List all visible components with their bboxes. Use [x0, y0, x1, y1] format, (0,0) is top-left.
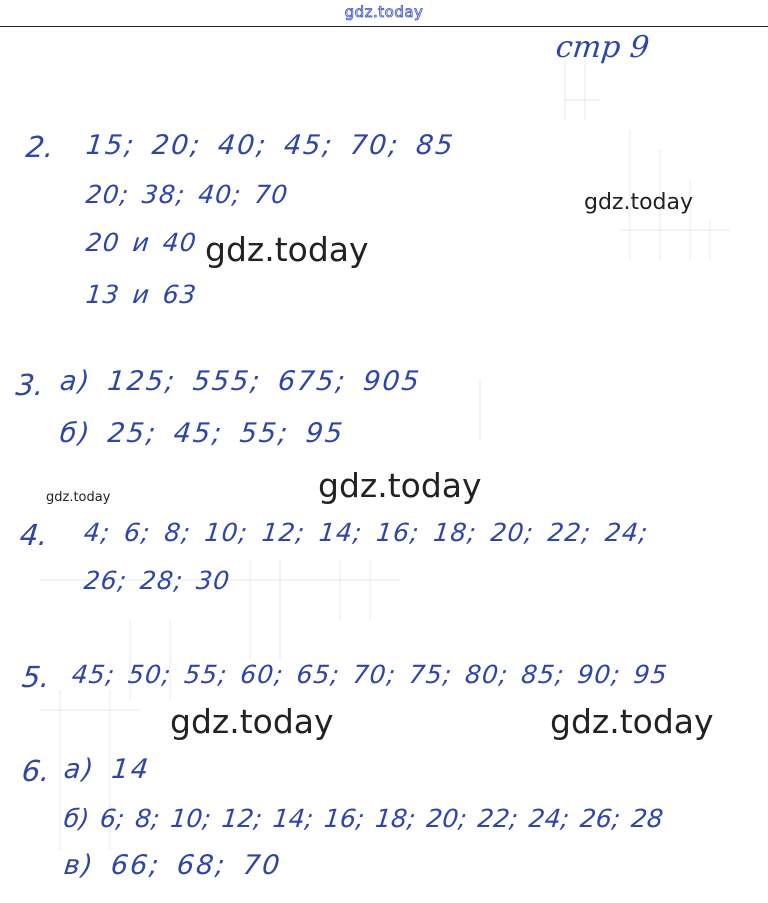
watermark: gdz.today — [170, 702, 334, 741]
task-4-line-1: 4; 6; 8; 10; 12; 14; 16; 18; 20; 22; 24; — [82, 518, 650, 547]
task-2-line-3: 20 и 40 — [84, 228, 199, 257]
task-5-line-1: 45; 50; 55; 60; 65; 70; 75; 80; 85; 90; 95 — [70, 660, 670, 689]
task-3-line-b: б) 25; 45; 55; 95 — [58, 418, 346, 449]
watermark: gdz.today — [584, 190, 694, 215]
task-6-number: 6. — [20, 754, 52, 788]
task-5-number: 5. — [20, 660, 52, 694]
task-6-line-a: а) 14 — [62, 754, 152, 785]
watermark: gdz.today — [46, 490, 111, 505]
task-2-line-2: 20; 38; 40; 70 — [84, 180, 290, 209]
task-3-line-a: а) 125; 555; 675; 905 — [58, 366, 423, 397]
task-6-line-c: в) 66; 68; 70 — [62, 850, 284, 881]
task-2-line-4: 13 и 63 — [84, 280, 199, 309]
task-4-number: 4. — [18, 518, 50, 552]
site-header — [0, 0, 768, 27]
task-4-line-2: 26; 28; 30 — [82, 566, 232, 595]
watermark: gdz.today — [318, 466, 482, 505]
task-2-number: 2. — [24, 130, 56, 164]
site-logo[interactable]: gdz.today — [344, 3, 424, 21]
watermark: gdz.today — [205, 230, 369, 269]
task-6-line-b: б) 6; 8; 10; 12; 14; 16; 18; 20; 22; 24; 26; 28 — [62, 804, 665, 833]
page-reference: стр 9 — [554, 30, 651, 65]
task-2-line-1: 15; 20; 40; 45; 70; 85 — [84, 130, 457, 161]
watermark: gdz.today — [550, 702, 714, 741]
task-3-number: 3. — [14, 368, 46, 402]
